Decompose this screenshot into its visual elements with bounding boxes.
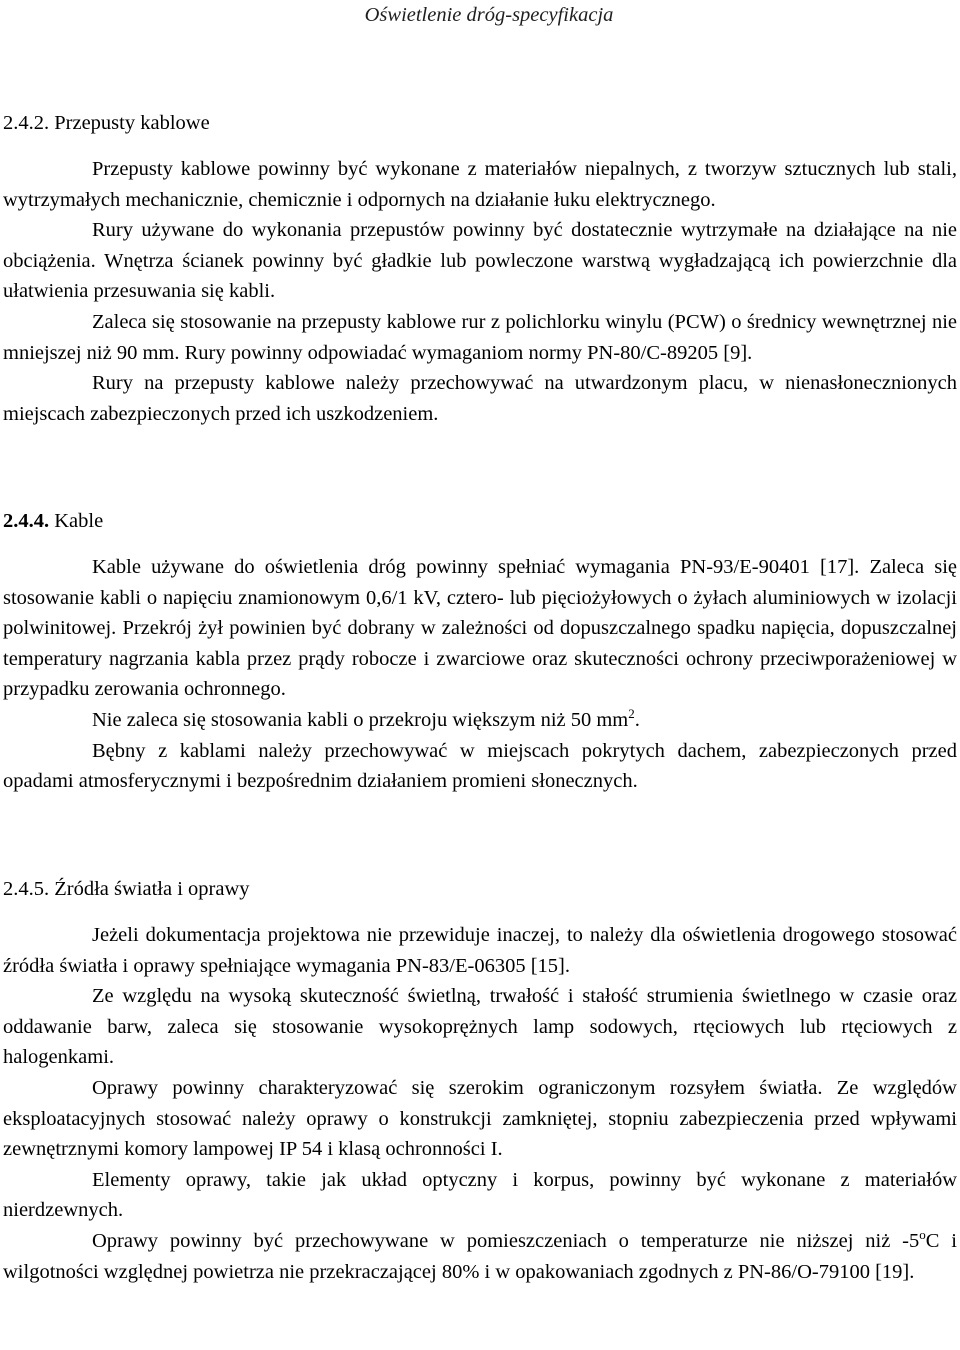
section-body-2-4-2 — [3, 154, 957, 429]
section-body-2-4-4 — [3, 552, 957, 797]
section-heading-2-4-5: 2.4.5. Źródła światła i oprawy — [3, 878, 250, 900]
paragraph: Zaleca się stosowanie na przepusty kablowe rur z polichlorku winylu (PCW) o średnicy wewnętrznej nie mniejszej niż 90 mm. Rury powinny odpowiadać wymaganiom normy PN-80/C-89205 [9]. — [3, 310, 957, 364]
paragraph: Ze względu na wysoką skuteczność świetlną, trwałość i stałość strumienia świetlnego w czasie oraz oddawanie barw, zaleca się stosowanie wysokoprężnych lamp sodowych, rtęciowych lub rtęciowych z halogenkami. — [3, 985, 957, 1069]
paragraph: Przepusty kablowe powinny być wykonane z materiałów niepalnych, z tworzyw sztucznych lub stali, wytrzymałych mechanicznie, chemicznie i odpornych na działanie łuku elektrycznego. — [3, 158, 957, 211]
paragraph: Rury używane do wykonania przepustów powinny być dostatecznie wytrzymałe na działające na nie obciążenia. Wnętrza ścianek powinny być gładkie lub powleczone warstwą wygładzającą ich powierzchnie dla ułatwienia przesuwania się kabli. — [3, 219, 957, 303]
paragraph: Jeżeli dokumentacja projektowa nie przewiduje inaczej, to należy dla oświetlenia drogowego stosować źródła światła i oprawy spełniające wymagania PN-83/E-06305 [15]. — [3, 924, 957, 977]
header-title-italic: Oświetlenie dróg — [364, 4, 506, 26]
paragraph: Bębny z kablami należy przechowywać w miejscach pokrytych dachem, zabezpieczonych przed opadami atmosferycznymi i bezpośrednim działaniem promieni słonecznych. — [3, 739, 957, 793]
section-heading-2-4-2: 2.4.2. Przepusty kablowe — [3, 112, 210, 134]
superscript: 2 — [628, 706, 635, 722]
paragraph: Kable używane do oświetlenia dróg powinny spełniać wymagania PN-93/E-90401 [17]. Zaleca się stosowanie kabli o napięciu znamionowym 0,6/1 kV, cztero- lub pięciożyłowych o żyłach aluminiowych w izolacji polwinitowej. Przekrój żył powinien być dobrany w zależności od dopuszczalnego spadku napięcia, dopuszczalnej temperatury nagrzania kabla przez prądy robocze i zwarciowe oraz skuteczności ochrony przeciwporażeniowej w przypadku zerowania ochronnego. — [3, 556, 957, 701]
paragraph-end: . — [634, 708, 640, 731]
paragraph: Rury na przepusty kablowe należy przechowywać na utwardzonym placu, w nienasłonecznionych miejscach zabezpieczonych przed ich uszkodzeniem. — [3, 372, 957, 425]
paragraph-text: Nie zaleca się stosowania kabli o przekroju większym niż 50 mm — [92, 708, 629, 731]
section-number: 2.4.4. — [3, 510, 50, 532]
header-title-rest: -specyfikacja — [505, 4, 614, 26]
paragraph — [3, 705, 957, 736]
paragraph — [3, 1226, 957, 1287]
section-heading-2-4-4 — [3, 506, 103, 537]
superscript: o — [919, 1227, 926, 1243]
paragraph-text: C i wilgotności względnej powietrza nie przekraczającej 80% i w opakowaniach zgodnych z PN-86/O-79100 [19]. — [3, 1229, 957, 1283]
section-title: Kable — [49, 510, 104, 532]
paragraph: Oprawy powinny charakteryzować się szerokim ograniczonym rozsyłem światła. Ze względów eksploatacyjnych stosować należy oprawy o konstrukcji zamkniętej, stopniu zabezpieczenia przed wpływami zewnętrznymi komory lampowej IP 54 i klasą ochronności I. — [3, 1076, 957, 1161]
paragraph-text: Oprawy powinny być przechowywane w pomieszczeniach o temperaturze nie niższej niż -5 — [92, 1229, 920, 1252]
page-header — [0, 0, 960, 30]
paragraph: Elementy oprawy, takie jak układ optyczny i korpus, powinny być wykonane z materiałów nierdzewnych. — [3, 1168, 957, 1222]
section-body-2-4-5 — [3, 920, 957, 1287]
